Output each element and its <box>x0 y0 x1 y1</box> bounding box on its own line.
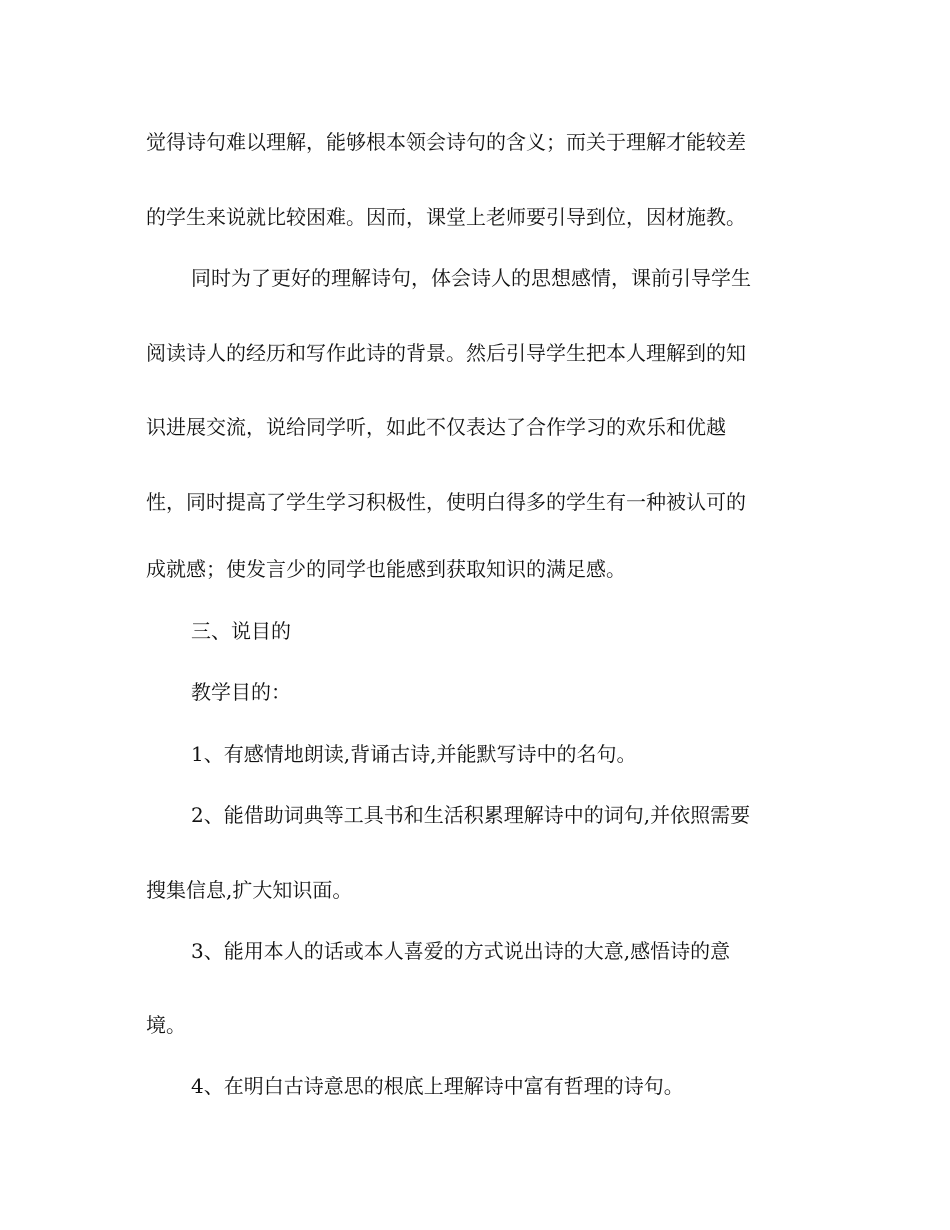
subheading: 教学目的： <box>191 680 291 704</box>
text-line: 性，同时提高了学生学习积极性，使明白得多的学生有一种被认可的 <box>146 490 746 514</box>
list-item-continuation: 境。 <box>146 1013 186 1037</box>
text-line: 识进展交流，说给同学听，如此不仅表达了合作学习的欢乐和优越 <box>146 415 726 439</box>
section-heading: 三、说目的 <box>191 619 291 643</box>
text-line: 阅读诗人的经历和写作此诗的背景。然后引导学生把本人理解到的知 <box>146 341 746 365</box>
list-item: 3、能用本人的话或本人喜爱的方式说出诗的大意,感悟诗的意 <box>191 939 731 963</box>
list-item-continuation: 搜集信息,扩大知识面。 <box>146 878 353 902</box>
list-item: 4、在明白古诗意思的根底上理解诗中富有哲理的诗句。 <box>191 1074 684 1098</box>
text-line: 成就感；使发言少的同学也能感到获取知识的满足感。 <box>146 557 626 581</box>
text-line: 同时为了更好的理解诗句，体会诗人的思想感情，课前引导学生 <box>191 266 751 290</box>
list-item: 1、有感情地朗读,背诵古诗,并能默写诗中的名句。 <box>191 742 637 766</box>
list-item: 2、能借助词典等工具书和生活积累理解诗中的词句,并依照需要 <box>191 803 751 827</box>
text-line: 觉得诗句难以理解，能够根本领会诗句的含义；而关于理解才能较差 <box>146 130 746 154</box>
text-line: 的学生来说就比较困难。因而，课堂上老师要引导到位，因材施教。 <box>146 205 746 229</box>
